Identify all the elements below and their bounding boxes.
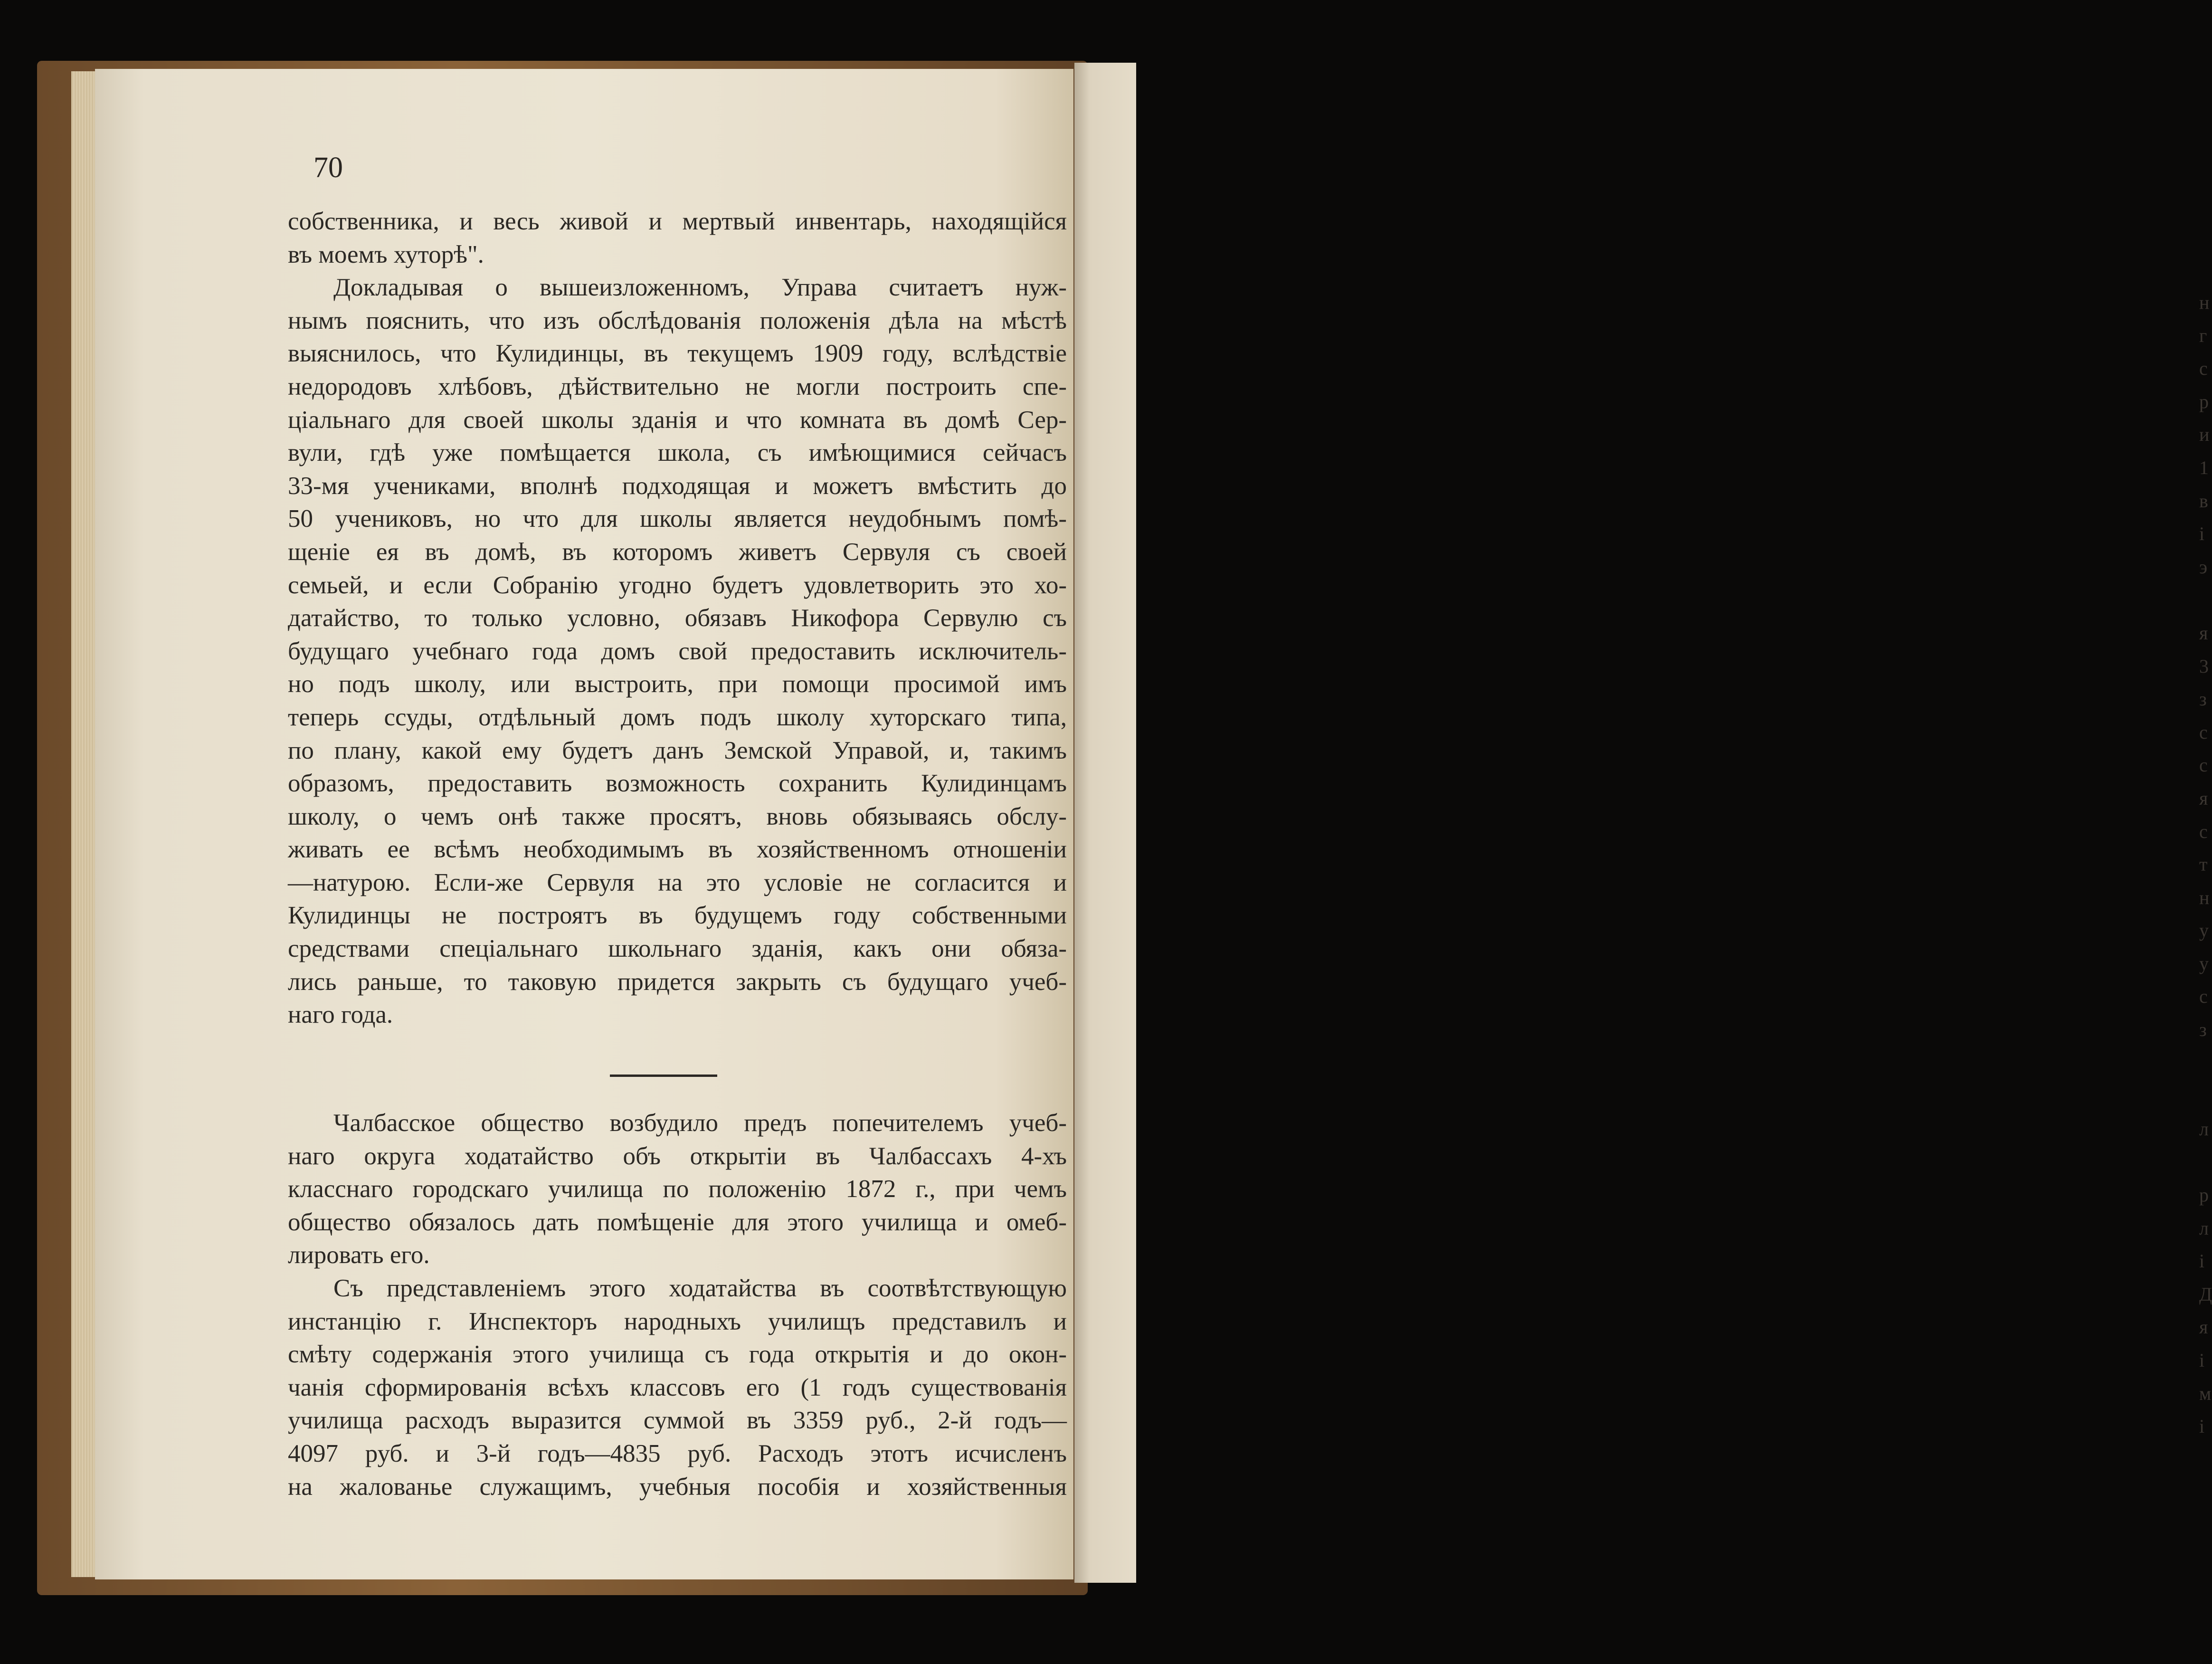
text-line: недородовъ хлѣбовъ, дѣйствительно не могли построить спе- bbox=[288, 372, 1067, 400]
margin-letter: с bbox=[2199, 820, 2208, 842]
margin-letter: у bbox=[2199, 920, 2209, 941]
margin-letter: я bbox=[2199, 1316, 2208, 1338]
text-line: средствами спеціальнаго школьнаго зданія, какъ они обяза- bbox=[288, 935, 1067, 963]
margin-letter: я bbox=[2199, 787, 2208, 809]
text-line: ціальнаго для своей школы зданія и что комната въ домѣ Сер- bbox=[288, 406, 1067, 434]
text-line: класснаго городскаго училища по положенію 1872 г., при чемъ bbox=[288, 1175, 1067, 1203]
margin-letter: р bbox=[2199, 390, 2209, 412]
text-line: наго округа ходатайство объ открытіи въ Чалбассахъ 4-хъ bbox=[288, 1142, 1067, 1170]
text-line: школу, о чемъ онѣ также просятъ, вновь обязываясь обслу- bbox=[288, 802, 1067, 830]
text-line: семьей, и если Собранію угодно будетъ удовлетворить это хо- bbox=[288, 571, 1067, 599]
margin-letter: в bbox=[2199, 490, 2208, 512]
margin-letter: т bbox=[2199, 854, 2208, 875]
margin-letter: м bbox=[2199, 1382, 2212, 1404]
text-line: теперь ссуды, отдѣльный домъ подъ школу хуторскаго типа, bbox=[288, 703, 1067, 731]
margin-letter: н bbox=[2199, 886, 2210, 908]
margin-letter: р bbox=[2199, 1184, 2209, 1206]
margin-letter bbox=[2199, 583, 2211, 617]
margin-letter: л bbox=[2199, 1118, 2209, 1140]
margin-letter: с bbox=[2199, 358, 2208, 380]
text-line: на жалованье служащимъ, учебныя пособія и хозяйственныя bbox=[288, 1473, 1067, 1501]
text-line: 4097 руб. и 3-й годъ—4835 руб. Расходъ этотъ исчисленъ bbox=[288, 1439, 1067, 1467]
text-line: щеніе ея въ домѣ, въ которомъ живетъ Сервуля съ своей bbox=[288, 538, 1067, 566]
margin-letter: 3 bbox=[2199, 655, 2209, 677]
margin-letter: у bbox=[2199, 952, 2209, 974]
margin-letter bbox=[2199, 1046, 2211, 1080]
text-line: вули, гдѣ уже помѣщается школа, съ имѣющимися сейчасъ bbox=[288, 439, 1067, 467]
next-page-margin-letters bbox=[2199, 286, 2211, 1443]
page-number: 70 bbox=[313, 152, 343, 184]
text-line: живать ее всѣмъ необходимымъ въ хозяйственномъ отношеніи bbox=[288, 836, 1067, 864]
text-line: Съ представленіемъ этого ходатайства въ соотвѣтствующую bbox=[333, 1274, 1067, 1302]
text-line: но подъ школу, или выстроить, при помощи просимой имъ bbox=[288, 670, 1067, 698]
margin-letter: г bbox=[2199, 324, 2207, 346]
text-line: 33-мя учениками, вполнѣ подходящая и можетъ вмѣстить до bbox=[288, 472, 1067, 500]
text-line: общество обязалось дать помѣщеніе для этого училища и омеб- bbox=[288, 1208, 1067, 1236]
text-line: училища расходъ выразится суммой въ 3359 руб., 2-й годъ— bbox=[288, 1407, 1067, 1435]
text-line: лись раньше, то таковую придется закрыть съ будущаго учеб- bbox=[288, 968, 1067, 996]
margin-letter: с bbox=[2199, 754, 2208, 776]
margin-letter: з bbox=[2199, 688, 2207, 710]
margin-letter: Д bbox=[2199, 1283, 2212, 1305]
margin-letter: э bbox=[2199, 556, 2208, 578]
text-line: лировать его. bbox=[288, 1241, 430, 1269]
margin-letter: з bbox=[2199, 1019, 2207, 1041]
margin-letter: н bbox=[2199, 292, 2210, 313]
text-line: чанія сформированія всѣхъ классовъ его (1 годъ существованія bbox=[288, 1373, 1067, 1401]
text-line: наго года. bbox=[288, 1001, 393, 1029]
margin-letter: і bbox=[2199, 523, 2205, 545]
text-line: Чалбасское общество возбудило предъ попечителемъ учеб- bbox=[333, 1109, 1067, 1137]
margin-letter: л bbox=[2199, 1217, 2209, 1239]
next-page-edge bbox=[1074, 63, 2212, 1583]
section-divider bbox=[610, 1074, 717, 1077]
text-section-1 bbox=[288, 205, 1067, 1032]
text-line: смѣту содержанія этого училища съ года открытія и до окон- bbox=[288, 1341, 1067, 1369]
text-line: по плану, какой ему будетъ данъ Земской Управой, и, такимъ bbox=[288, 736, 1067, 764]
margin-letter: і bbox=[2199, 1250, 2205, 1272]
text-line: въ моемъ хуторѣ". bbox=[288, 240, 484, 268]
text-line: нымъ пояснить, что изъ обслѣдованія положенія дѣла на мѣстѣ bbox=[288, 306, 1067, 334]
text-line: собственника, и весь живой и мертвый инвентарь, находящійся bbox=[288, 208, 1067, 235]
margin-letter: с bbox=[2199, 721, 2208, 743]
margin-letter: 1 bbox=[2199, 456, 2209, 478]
text-line: образомъ, предоставить возможность сохранить Кулидинцамъ bbox=[288, 770, 1067, 798]
text-line: выяснилось, что Кулидинцы, въ текущемъ 1909 году, вслѣдствіе bbox=[288, 340, 1067, 368]
text-line: датайство, то только условно, обязавъ Никофора Сервулю съ bbox=[288, 604, 1067, 632]
margin-letter: і bbox=[2199, 1350, 2205, 1371]
margin-letter bbox=[2199, 1145, 2211, 1179]
margin-letter: с bbox=[2199, 986, 2208, 1008]
text-line: —натурою. Если-же Сервуля на это условіе не согласится и bbox=[288, 868, 1067, 896]
margin-letter: я bbox=[2199, 622, 2208, 644]
margin-letter: и bbox=[2199, 424, 2210, 446]
text-line: инстанцію г. Инспекторъ народныхъ училищъ представилъ и bbox=[288, 1307, 1067, 1335]
text-section-2 bbox=[288, 1107, 1067, 1503]
margin-letter: і bbox=[2199, 1416, 2205, 1437]
text-line: Кулидинцы не построятъ въ будущемъ году собственными bbox=[288, 902, 1067, 930]
text-line: 50 учениковъ, но что для школы является неудобнымъ помѣ- bbox=[288, 505, 1067, 533]
margin-letter bbox=[2199, 1079, 2211, 1113]
text-line: Докладывая о вышеизложенномъ, Управа считаетъ нуж- bbox=[333, 274, 1067, 302]
text-line: будущаго учебнаго года домъ свой предоставить исключитель- bbox=[288, 637, 1067, 665]
